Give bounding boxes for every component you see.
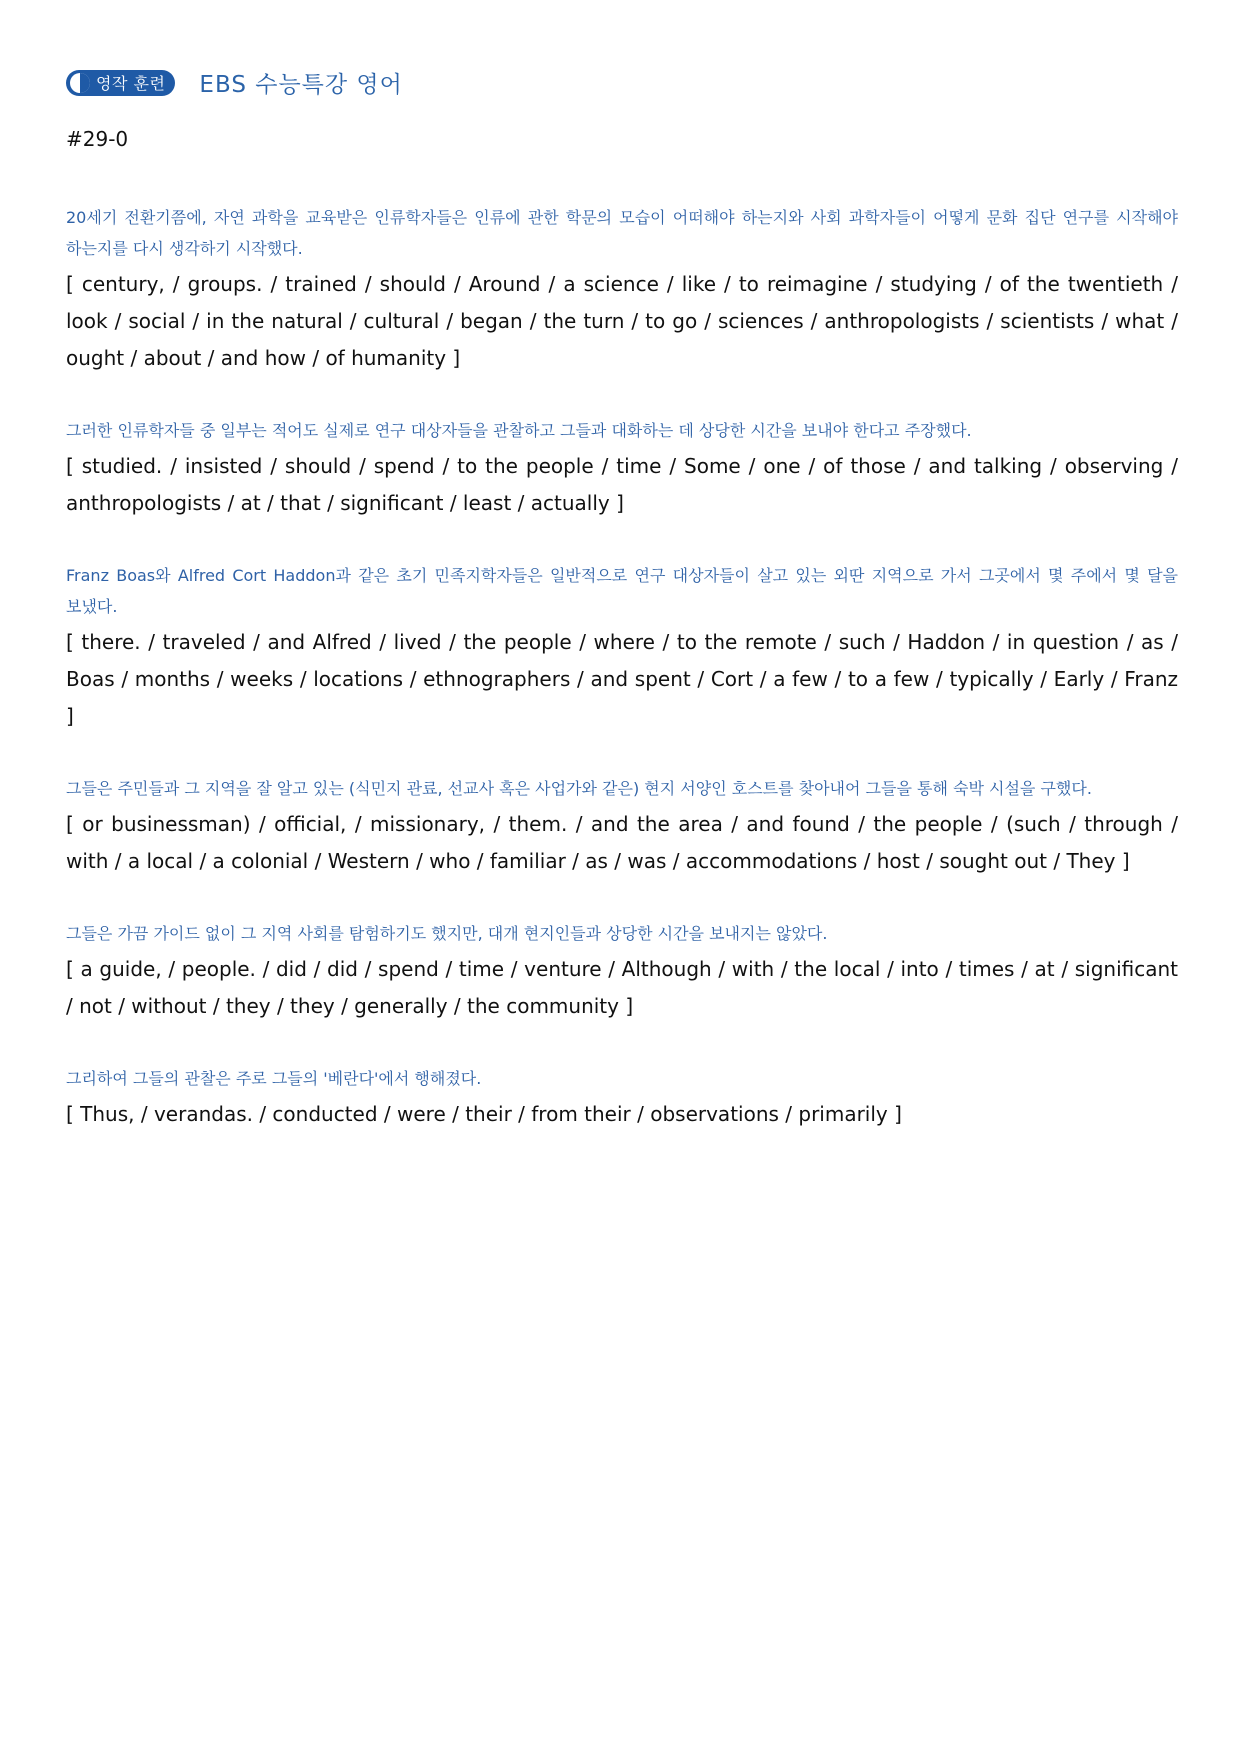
exercise-item — [66, 415, 1178, 522]
page-title: EBS 수능특강 영어 — [199, 72, 403, 98]
korean-sentence: 그들은 주민들과 그 지역을 잘 알고 있는 (식민지 관료, 선교사 혹은 사업가와 같은) 현지 서양인 호스트를 찾아내어 그들을 통해 숙박 시설을 구했다. — [66, 779, 1092, 798]
korean-sentence: Franz Boas와 Alfred Cort Haddon과 같은 초기 민족지학자들은 일반적으로 연구 대상자들이 살고 있는 외딴 지역으로 가서 그곳에서 몇 주에서 몇 달을 보냈다. — [66, 566, 1178, 616]
exercise-item — [66, 918, 1178, 1025]
korean-sentence: 그들은 가끔 가이드 없이 그 지역 사회를 탐험하기도 했지만, 대개 현지인들과 상당한 시간을 보내지는 않았다. — [66, 924, 828, 943]
half-circle-icon — [70, 73, 90, 93]
exercise-list — [66, 202, 1178, 1171]
korean-sentence: 20세기 전환기쯤에, 자연 과학을 교육받은 인류학자들은 인류에 관한 학문의 모습이 어떠해야 하는지와 사회 과학자들이 어떻게 문화 집단 연구를 시작해야 하는지를 다시 생각하기 시작했다. — [66, 208, 1178, 258]
word-chunks: [ a guide, / people. / did / did / spend / time / venture / Although / with / the local / into / times / at / significant / not / without / they / they / generally / the community ] — [66, 957, 1178, 1018]
word-chunks: [ century, / groups. / trained / should / Around / a science / like / to reimagine / studying / of the twentieth / look / social / in the natural / cultural / began / the turn / to go / sciences / anthropologists / scientists / what / ought / about / and how / of humanity ] — [66, 272, 1178, 370]
question-id: #29-0 — [66, 127, 129, 151]
header — [66, 66, 403, 99]
exercise-item — [66, 773, 1178, 880]
word-chunks: [ or businessman) / official, / missionary, / them. / and the area / and found / the people / (such / through / with / a local / a colonial / Western / who / familiar / as / was / accommodations / host / sought out / They ] — [66, 812, 1178, 873]
exercise-item — [66, 1063, 1178, 1133]
section-badge — [66, 70, 175, 96]
korean-sentence: 그리하여 그들의 관찰은 주로 그들의 '베란다'에서 행해졌다. — [66, 1069, 482, 1088]
word-chunks: [ Thus, / verandas. / conducted / were / their / from their / observations / primarily ] — [66, 1102, 902, 1126]
word-chunks: [ studied. / insisted / should / spend / to the people / time / Some / one / of those / and talking / observing / anthropologists / at / that / significant / least / actually ] — [66, 454, 1178, 515]
badge-label: 영작 훈련 — [96, 74, 166, 93]
korean-sentence: 그러한 인류학자들 중 일부는 적어도 실제로 연구 대상자들을 관찰하고 그들과 대화하는 데 상당한 시간을 보내야 한다고 주장했다. — [66, 421, 972, 440]
word-chunks: [ there. / traveled / and Alfred / lived / the people / where / to the remote / such / Haddon / in question / as / Boas / months / weeks / locations / ethnographers / and spent / Cort / a few / to a few / typically / Early / Franz ] — [66, 630, 1178, 728]
exercise-item — [66, 202, 1178, 377]
exercise-item — [66, 560, 1178, 735]
